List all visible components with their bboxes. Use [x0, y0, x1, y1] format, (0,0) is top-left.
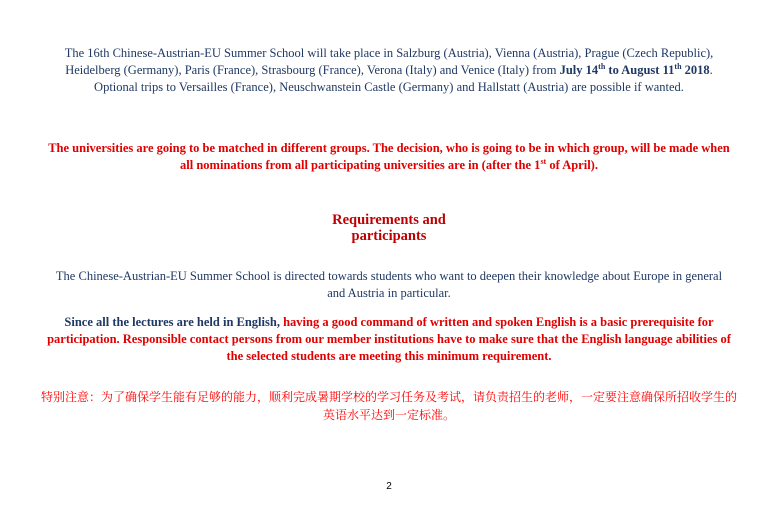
audience-paragraph [48, 268, 730, 302]
start-date-suffix-text: th [598, 62, 606, 71]
page-number: 2 [386, 481, 392, 492]
heading-line-2: participants [351, 228, 427, 244]
intro-text: The 16th Chinese-Austrian-EU Summer School will take place in Salzburg (Austria), Vienna (Austria), Prague (Czech Republic), Heidelberg (Germany), Paris (France), Strasbourg (France), Verona (Italy) and Venice (Italy) from [64, 46, 714, 77]
groups-notice [48, 140, 730, 174]
english-requirement-paragraph [40, 314, 738, 365]
english-requirement-intro: Since all the lectures are held in English, [64, 315, 280, 329]
audience-text: The Chinese-Austrian-EU Summer School is directed towards students who want to deepen their knowledge about Europe in general and Austria in particular. [55, 269, 723, 300]
section-heading [239, 212, 539, 244]
groups-notice-text: The universities are going to be matched in different groups. The decision, who is going to be in which group, will be made when all nominations from all participating universities are in (after the 1 [48, 141, 730, 172]
intro-paragraph [48, 45, 730, 96]
end-date-suffix [674, 62, 681, 71]
end-date: to August 11 [605, 63, 675, 77]
groups-notice-tail: of April). [546, 158, 598, 172]
groups-notice-sup: st [540, 157, 547, 166]
year: 2018 [681, 63, 710, 77]
end-date-suffix-text: th [674, 62, 682, 71]
optional-trips-text: . Optional trips to Versailles (France), Neuschwanstein Castle (Germany) and Hallstatt (Austria) are possible if wanted. [94, 63, 713, 94]
chinese-notice-text: 特别注意：为了确保学生能有足够的能力，顺利完成暑期学校的学习任务及考试，请负责招生的老师，一定要注意确保所招收学生的英语水平达到一定标准。 [40, 390, 737, 422]
start-date: July 14 [559, 63, 599, 77]
heading-line-1: Requirements and [332, 212, 446, 228]
english-requirement-detail: having a good command of written and spoken English is a basic prerequisite for participation. Responsible contact persons from our member institutions have to make sure that the English language abilities of the selected students are meeting this minimum requirement. [47, 315, 731, 363]
chinese-notice [40, 388, 738, 424]
